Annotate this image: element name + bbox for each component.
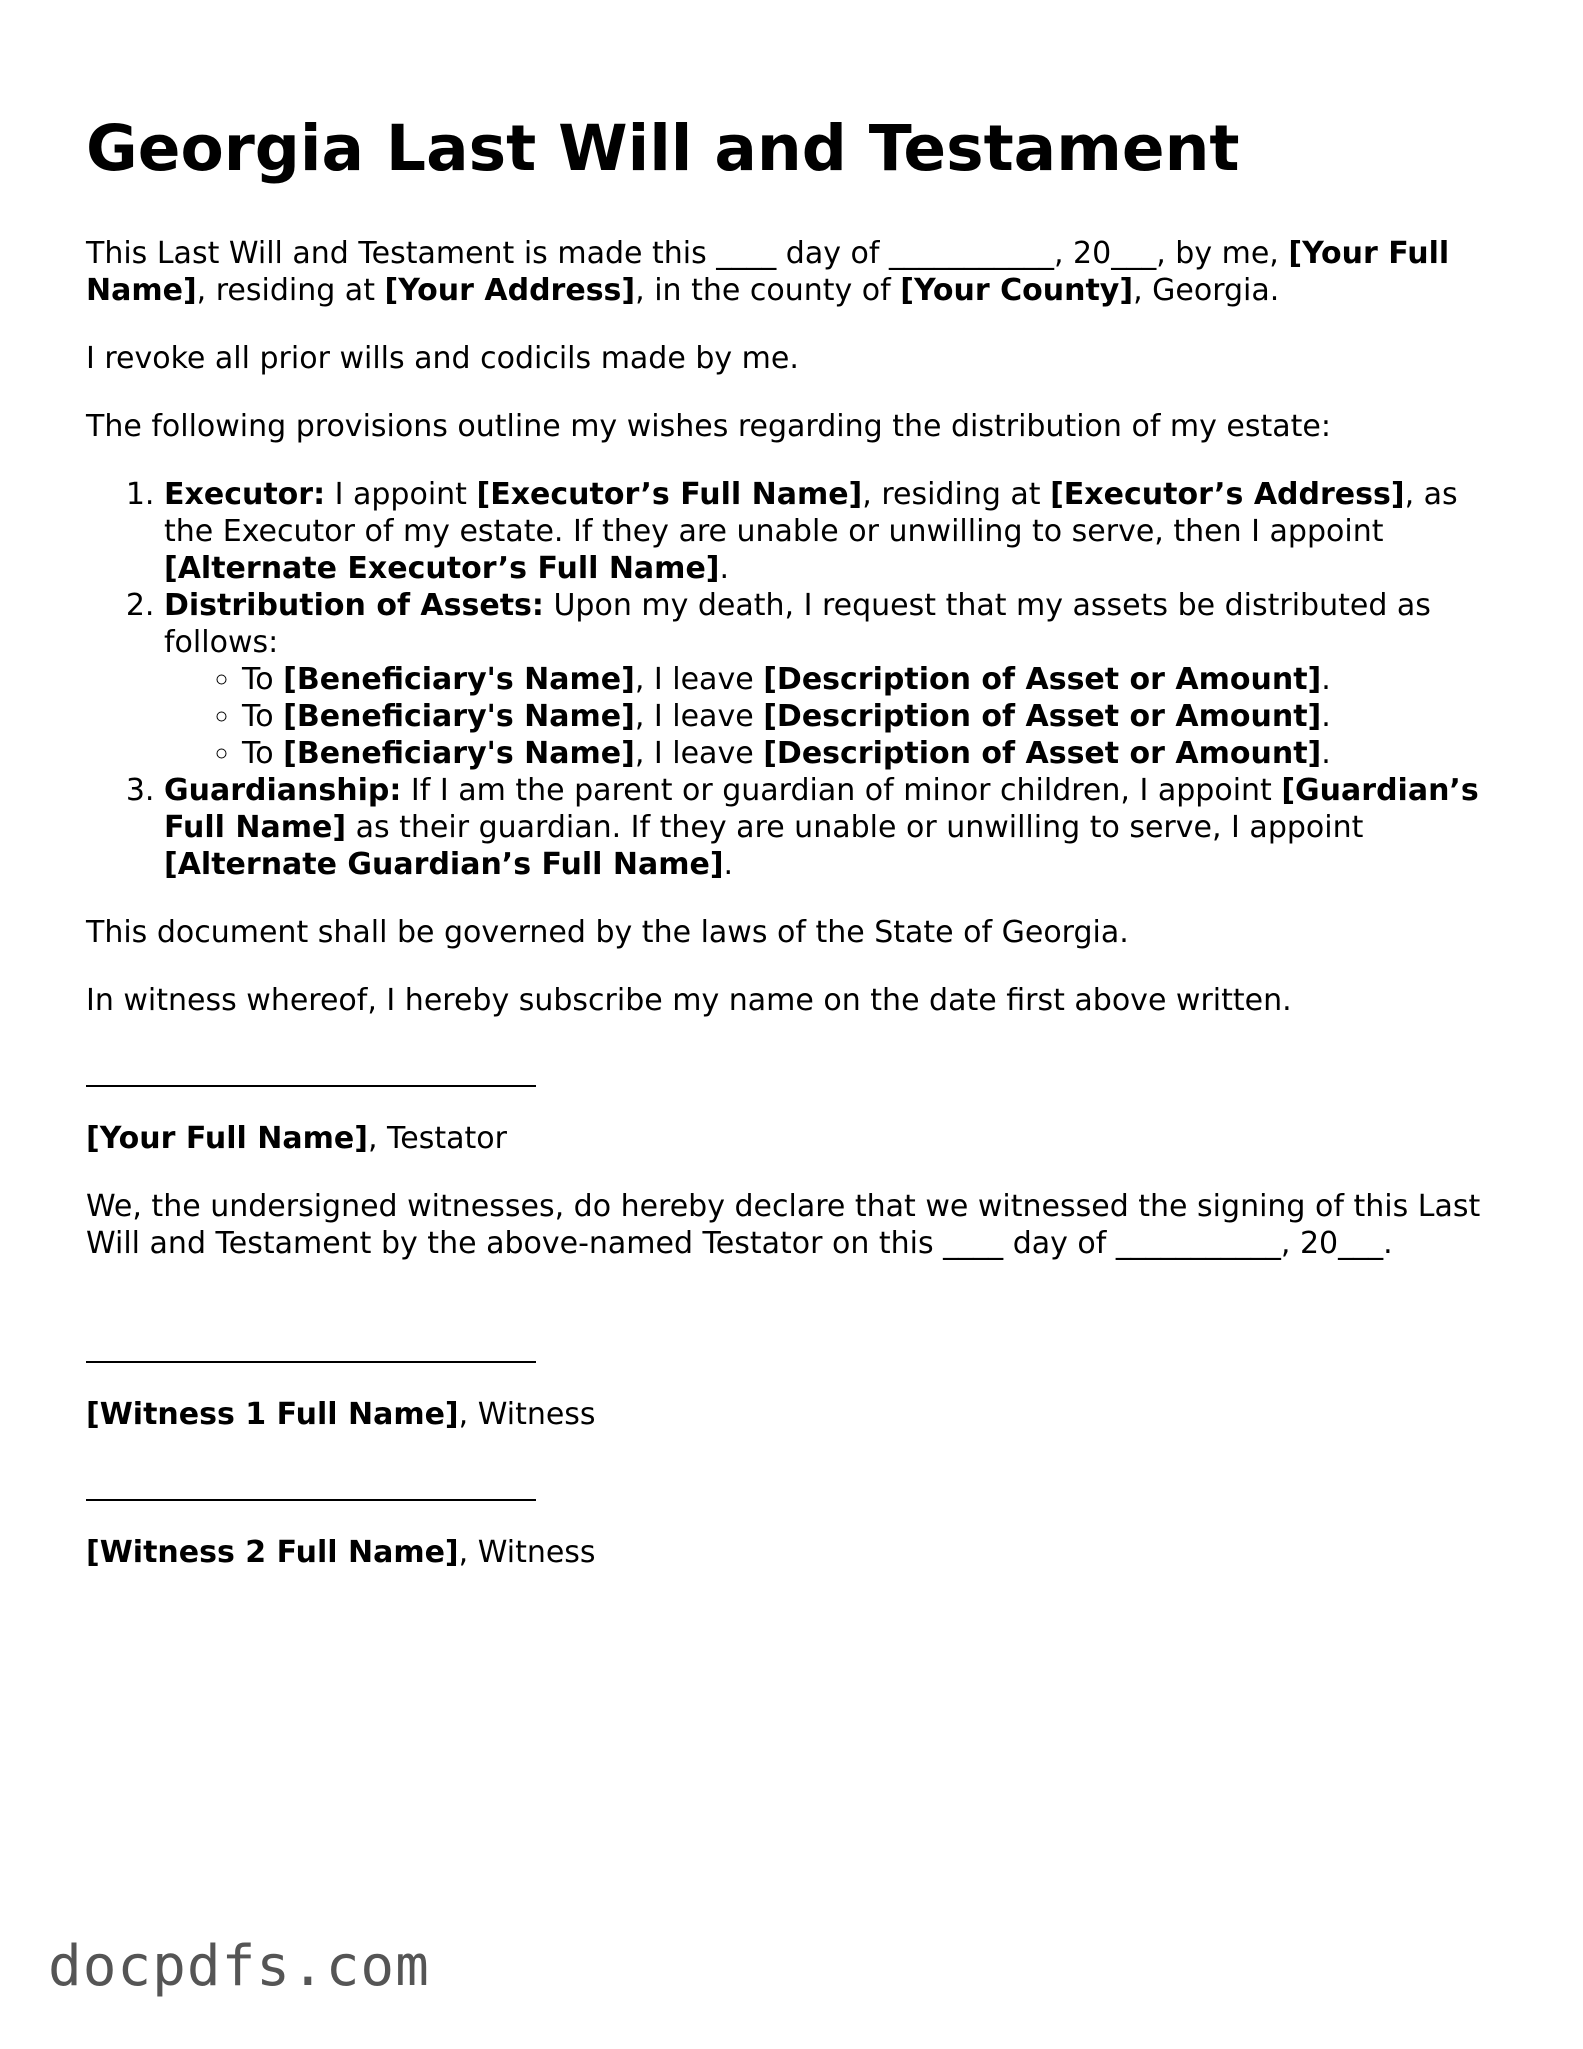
executor-name-placeholder: [Executor’s Full Name] (476, 477, 863, 512)
alternate-guardian-placeholder: [Alternate Guardian’s Full Name] (164, 847, 724, 882)
testator-signature-caption: [Your Full Name], Testator (86, 1121, 507, 1156)
provision-executor: 1. Executor: I appoint [Executor’s Full Name], residing at [Executor’s Address], as the Executor of my estate. If they are unable or unwilling to serve, then I appoint [Alternate Executor’s Full Name]. (164, 476, 1506, 587)
document-page (86, 105, 1506, 1602)
provisions-list (86, 476, 1506, 883)
document-title: Georgia Last Will and Testament (86, 112, 1240, 185)
testator-signature-line (86, 1050, 536, 1087)
revoke-paragraph: I revoke all prior wills and codicils made by me. (86, 341, 799, 376)
guardianship-label: Guardianship: (164, 773, 402, 808)
governing-law-paragraph: This document shall be governed by the laws of the State of Georgia. (86, 915, 1129, 950)
witness-2-signature-line (86, 1464, 536, 1501)
witness-1-caption: [Witness 1 Full Name], Witness (86, 1397, 596, 1432)
bequests-list (164, 661, 1506, 772)
testator-address-placeholder: [Your Address] (384, 273, 636, 308)
witness-statement: In witness whereof, I hereby subscribe my name on the date first above written. (86, 983, 1292, 1018)
list-item: ◦ To [Beneficiary's Name], I leave [Description of Asset or Amount]. (242, 661, 1506, 698)
list-item: ◦ To [Beneficiary's Name], I leave [Description of Asset or Amount]. (242, 735, 1506, 772)
guardian-name-placeholder: [Guardian’s Full Name] (164, 773, 1479, 845)
provision-distribution: 2. Distribution of Assets: Upon my death, I request that my assets be distributed as follows: ◦ To [Beneficiary's Name], I leave [Description of Asset or Amount]. ◦ To [Beneficiary's Name], I leave [Description of Asset or Amount]. ◦ To [Beneficiary's Name], I leave [Description of Asset or Amount]. (164, 587, 1506, 772)
witness-declaration: We, the undersigned witnesses, do hereby declare that we witnessed the signing of this Last Will and Testament by the above-named Testator on this ____ day of ___________, 20___. (86, 1189, 1481, 1261)
witness-2-caption: [Witness 2 Full Name], Witness (86, 1535, 596, 1570)
alternate-executor-placeholder: [Alternate Executor’s Full Name] (164, 551, 720, 586)
testator-name-placeholder: [Your Full Name] (86, 236, 1450, 308)
witness-1-signature-line (86, 1326, 536, 1363)
intro-paragraph: This Last Will and Testament is made this ____ day of ___________, 20___, by me, [Your Full Name], residing at [Your Address], in the county of [Your County], Georgia. (86, 236, 1450, 308)
distribution-label: Distribution of Assets: (164, 588, 544, 623)
provisions-intro: The following provisions outline my wishes regarding the distribution of my estate: (86, 409, 1331, 444)
watermark-logo: docpdfs.com (48, 1934, 430, 1999)
list-item: ◦ To [Beneficiary's Name], I leave [Description of Asset or Amount]. (242, 698, 1506, 735)
provision-guardianship: 3. Guardianship: If I am the parent or guardian of minor children, I appoint [Guardian’s Full Name] as their guardian. If they are unable or unwilling to serve, I appoint [Alternate Guardian’s Full Name]. (164, 772, 1506, 883)
testator-county-placeholder: [Your County] (900, 273, 1134, 308)
executor-label: Executor: (164, 477, 326, 512)
executor-address-placeholder: [Executor’s Address] (1050, 477, 1405, 512)
